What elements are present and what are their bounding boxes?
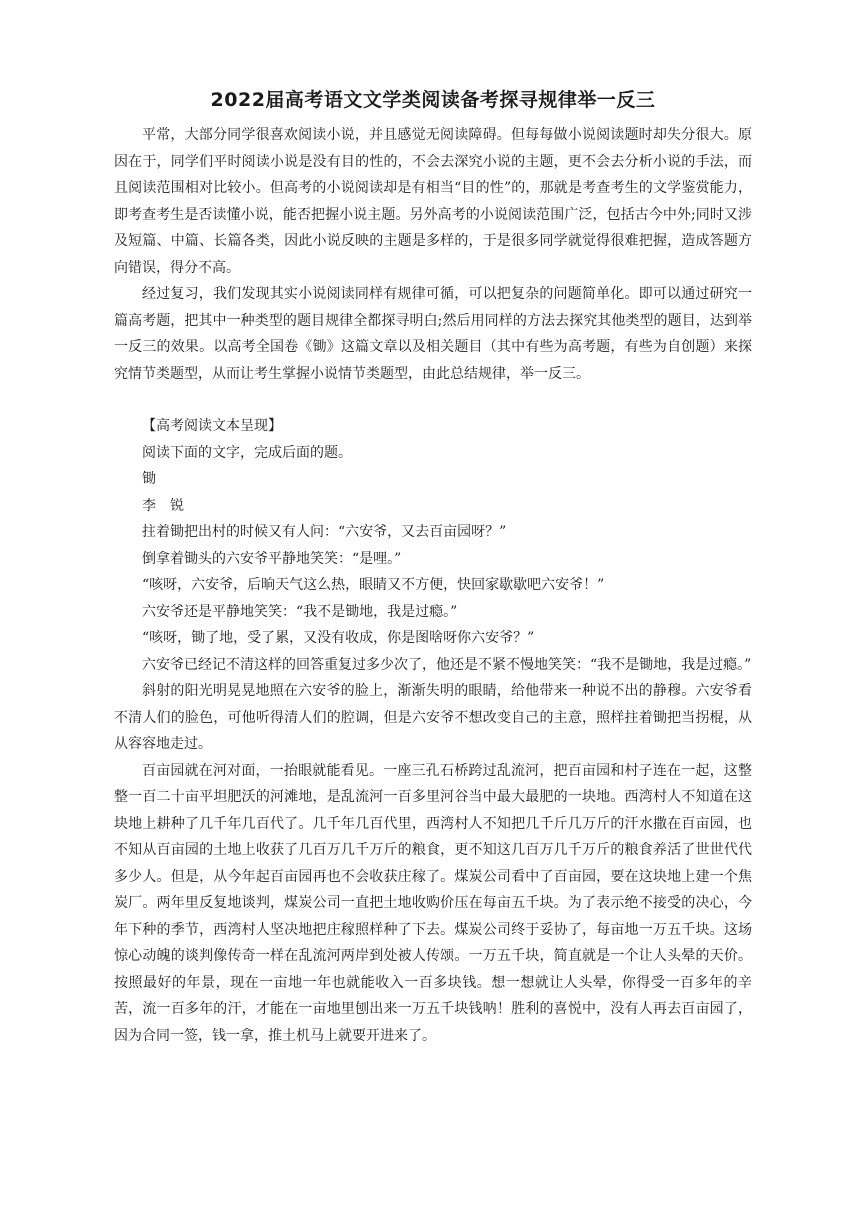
story-paragraph: 斜射的阳光明晃晃地照在六安爷的脸上，渐渐失明的眼睛，给他带来一种说不出的静穆。六安爷看不清人们的脸色，可他听得清人们的腔调，但是六安爷不想改变自己的主意，照样拄着锄把当拐棍，从从容容地走过。 (114, 683, 752, 752)
document-page (114, 86, 752, 1049)
reading-instruction: 阅读下面的文字，完成后面的题。 (142, 444, 352, 461)
story-paragraph: 六安爷还是平静地笑笑：“我不是锄地，我是过瘾。” (142, 603, 458, 620)
story-paragraph: 倒拿着锄头的六安爷平静地笑笑：“是哩。” (142, 550, 402, 567)
story-paragraph: “咳呀，六安爷，后晌天气这么热，眼睛又不方便，快回家歇歇吧六安爷！” (142, 577, 605, 593)
story-paragraph: “咳呀，锄了地，受了累，又没有收成，你是图啥呀你六安爷？” (142, 630, 535, 646)
intro-paragraph: 经过复习，我们发现其实小说阅读同样有规律可循，可以把复杂的问题简单化。即可以通过研究一篇高考题，把其中一种类型的题目规律全都探寻明白;然后用同样的方法去探究其他类型的题目，达到举一反三的效果。以高考全国卷《锄》这篇文章以及相关题目（其中有些为高考题，有些为自创题）来探究情节类题型，从而让考生掌握小说情节类题型，由此总结规律，举一反三。 (114, 286, 752, 382)
story-title: 锄 (142, 471, 156, 487)
section-heading: 【高考阅读文本呈现】 (142, 418, 282, 434)
intro-paragraph: 平常，大部分同学很喜欢阅读小说，并且感觉无阅读障碍。但每每做小说阅读题时却失分很大。原因在于，同学们平时阅读小说是没有目的性的，不会去深究小说的主题，更不会去分析小说的手法，而且阅读范围相对比较小。但高考的小说阅读却是有相当“目的性”的，那就是考查考生的文学鉴赏能力，即考查考生是否读懂小说，能否把握小说主题。另外高考的小说阅读范围广泛，包括古今中外;同时又涉及短篇、中篇、长篇各类，因此小说反映的主题是多样的，于是很多同学就觉得很难把握，造成答题方向错误，得分不高。 (114, 127, 752, 276)
story-paragraph: 百亩园就在河对面，一抬眼就能看见。一座三孔石桥跨过乱流河，把百亩园和村子连在一起，这整整一百二十亩平坦肥沃的河滩地，是乱流河一百多里河谷当中最大最肥的一块地。西湾村人不知道在这块地上耕种了几千年几百代了。几千年几百代里，西湾村人不知把几千斤几万斤的汗水撒在百亩园，也不知从百亩园的土地上收获了几百万几千万斤的粮食，更不知这几百万几千万斤的粮食养活了世世代代多少人。但是，从今年起百亩园再也不会收获庄稼了。煤炭公司看中了百亩园，要在这块地上建一个焦炭厂。两年里反复地谈判，煤炭公司一直把土地收购价压在每亩五千块。为了表示绝不接受的决心，今年下种的季节，西湾村人坚决地把庄稼照样种了下去。煤炭公司终于妥协了，每亩地一万五千块。这场惊心动魄的谈判像传奇一样在乱流河两岸到处被人传颂。一万五千块，简直就是一个让人头晕的天价。按照最好的年景，现在一亩地一年也就能收入一百多块钱。想一想就让人头晕，你得受一百多年的辛苦，流一百多年的汗，才能在一亩地里刨出来一万五千块钱呐！胜利的喜悦中，没有人再去百亩园了，因为合同一签，钱一拿，推土机马上就要开进来了。 (114, 762, 752, 1044)
story-paragraph: 拄着锄把出村的时候又有人问：“六安爷，又去百亩园呀？” (142, 524, 507, 540)
story-author: 李 锐 (142, 497, 184, 514)
section-spacer (114, 387, 752, 413)
document-title: 2022届高考语文文学类阅读备考探寻规律举一反三 (210, 89, 656, 111)
story-paragraph: 六安爷已经记不清这样的回答重复过多少次了，他还是不紧不慢地笑笑：“我不是锄地，我是过瘾。” (142, 656, 752, 673)
